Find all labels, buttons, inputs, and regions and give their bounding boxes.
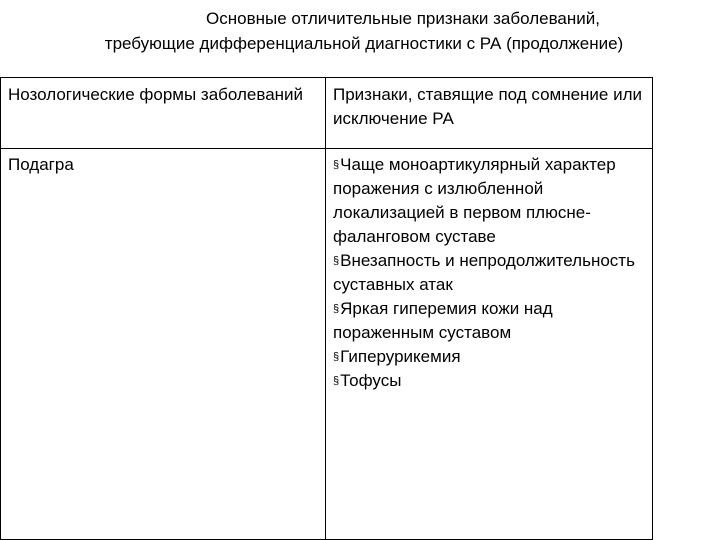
header-cell-forms: [1, 78, 326, 149]
bullet-marker: §: [333, 375, 340, 387]
bullet-marker: §: [333, 351, 340, 363]
sign-text: Внезапность и непродолжительность суставных атак: [333, 251, 635, 294]
sign-text: Гиперурикемия: [340, 347, 461, 366]
list-item: [333, 297, 646, 345]
sign-text: Яркая гиперемия кожи над пораженным суставом: [333, 299, 553, 342]
bullet-marker: §: [333, 159, 340, 171]
title-line-2: требующие дифференциальной диагностики с РА (продолжение): [104, 34, 624, 53]
header-cell-signs: [326, 78, 653, 149]
sign-text: Чаще моноартикулярный характер поражения с излюбленной локализацией в первом плюсне-фаланговом суставе: [333, 155, 616, 246]
header-signs-label: Признаки, ставящие под сомнение или исключение РА: [333, 85, 643, 128]
table-header-row: [1, 78, 653, 149]
slide-title: [0, 6, 720, 56]
list-item: [333, 345, 646, 369]
signs-list: [326, 149, 652, 393]
list-item: [333, 369, 646, 393]
bullet-marker: §: [333, 255, 340, 267]
title-line-1: Основные отличительные признаки заболеваний,: [206, 9, 600, 28]
form-name: Подагра: [8, 155, 74, 174]
list-item: [333, 249, 646, 297]
list-item: [333, 153, 646, 249]
sign-text: Тофусы: [340, 371, 402, 390]
cell-form: [1, 149, 326, 540]
table-row: [1, 149, 653, 540]
differential-table: [0, 77, 653, 540]
header-forms-label: Нозологические формы заболеваний: [8, 85, 304, 104]
bullet-marker: §: [333, 303, 340, 315]
cell-signs: [326, 149, 653, 540]
